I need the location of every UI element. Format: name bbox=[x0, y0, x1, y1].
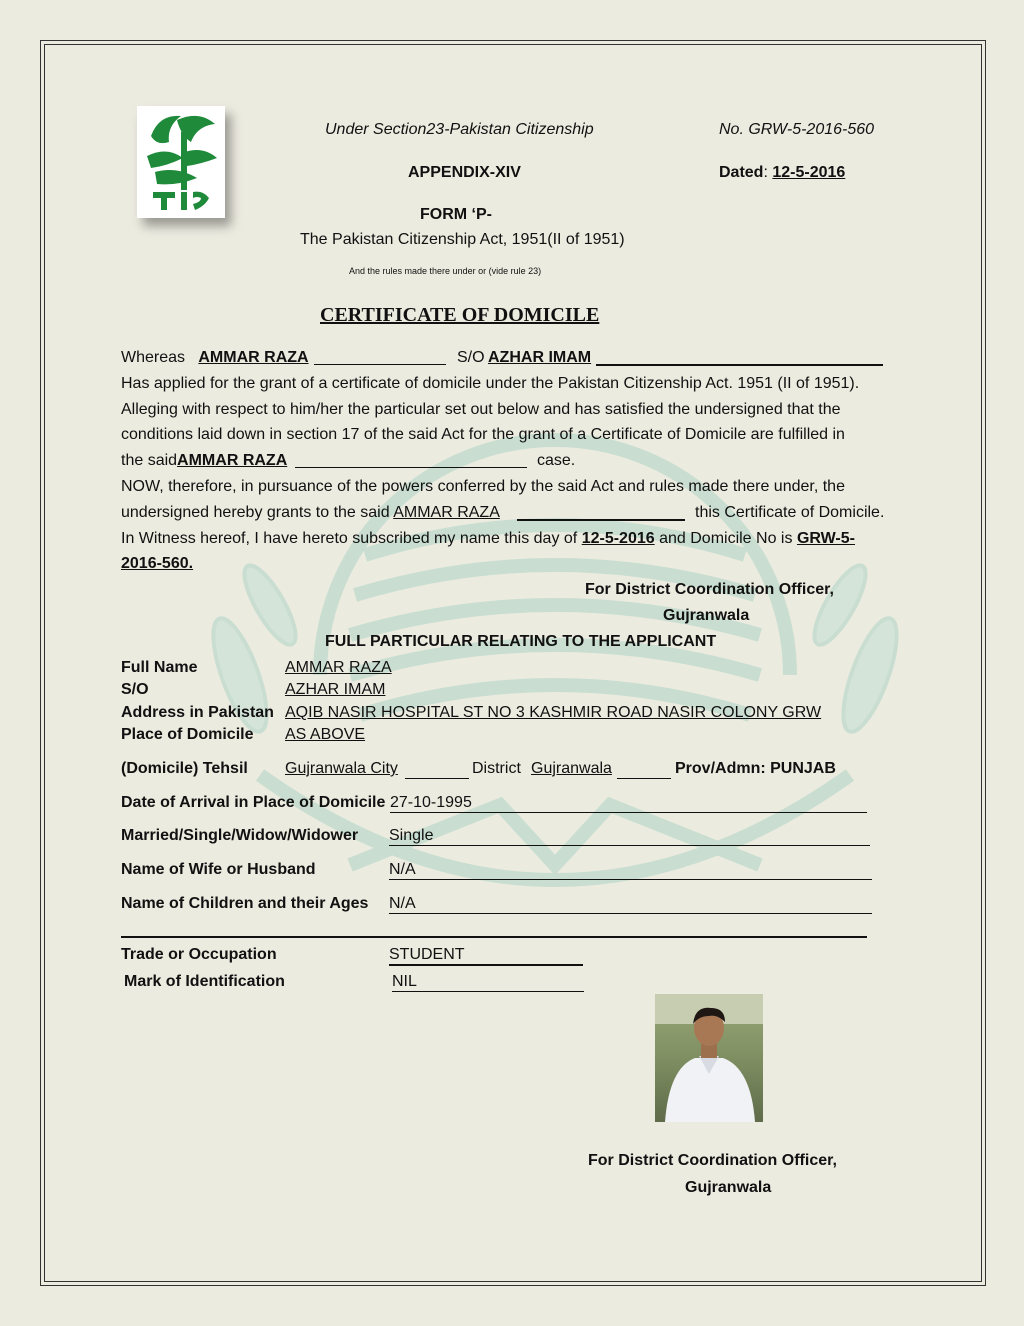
blank-line bbox=[389, 879, 872, 880]
tehsil-value: Gujranwala City bbox=[285, 760, 398, 777]
district-label: District bbox=[472, 760, 521, 777]
blank-line bbox=[389, 913, 872, 914]
blank-line bbox=[314, 364, 446, 365]
witness-text: In Witness hereof, I have hereto subscribed my name this day of bbox=[121, 529, 578, 547]
applicant-photo bbox=[655, 994, 763, 1122]
full-name-value: AMMAR RAZA bbox=[285, 659, 392, 676]
married-label: Married/Single/Widow/Widower bbox=[121, 827, 359, 844]
body-line-6: NOW, therefore, in pursuance of the powers conferred by the said Act and rules made there under, the bbox=[121, 477, 845, 495]
province-label: Prov/Admn: PUNJAB bbox=[675, 760, 836, 777]
case-word: case. bbox=[537, 452, 576, 470]
the-said: the said bbox=[121, 452, 178, 470]
body-line-2: Has applied for the grant of a certificate of domicile under the Pakistan Citizenship Act. 1951 (II of 1951). bbox=[121, 374, 860, 392]
act-reference: The Pakistan Citizenship Act, 1951(II of 1951) bbox=[300, 231, 625, 248]
address-value: AQIB NASIR HOSPITAL ST NO 3 KASHMIR ROAD NASIR COLONY GRW bbox=[285, 704, 822, 721]
body-line-4: conditions laid down in section 17 of the said Act for the grant of a Certificate of Domicile are fulfilled in bbox=[121, 426, 845, 444]
rules-note: And the rules made there under or (vide rule 23) bbox=[349, 266, 542, 276]
form-label: FORM ‘P- bbox=[420, 206, 492, 223]
certificate-title: CERTIFICATE OF DOMICILE bbox=[320, 304, 600, 326]
applicant-name: AMMAR RAZA bbox=[393, 503, 500, 521]
whereas-word: Whereas bbox=[121, 349, 186, 366]
domicile-number: GRW-5- bbox=[796, 529, 855, 547]
mark-label: Mark of Identification bbox=[124, 973, 285, 990]
arrival-value: 27-10-1995 bbox=[390, 794, 472, 811]
blank-line bbox=[389, 845, 870, 846]
certificate-number: No. GRW-5-2016-560 bbox=[719, 121, 875, 138]
dated-label: Dated bbox=[719, 164, 764, 181]
body-line-1 bbox=[121, 345, 911, 371]
certificate-body bbox=[121, 345, 911, 577]
signature-1-title: For District Coordination Officer, bbox=[585, 581, 834, 598]
blank-line bbox=[517, 519, 685, 521]
grants-text: undersigned hereby grants to the said bbox=[121, 503, 390, 521]
tehsil-label: (Domicile) Tehsil bbox=[121, 760, 248, 777]
place-value: AS ABOVE bbox=[285, 726, 366, 743]
signature-2-title: For District Coordination Officer, bbox=[588, 1152, 837, 1169]
certificate-text: this Certificate of Domicile. bbox=[695, 503, 885, 521]
trade-value: STUDENT bbox=[389, 946, 465, 963]
body-line-5 bbox=[121, 448, 911, 474]
body-line-9: 2016-560. bbox=[121, 555, 194, 573]
mark-value: NIL bbox=[392, 973, 417, 990]
body-line-3: Alleging with respect to him/her the particular set out below and has satisfied the undersigned that the bbox=[121, 400, 841, 418]
spouse-value: N/A bbox=[389, 861, 416, 878]
children-value: N/A bbox=[389, 895, 416, 912]
domicile-no-text: and Domicile No is bbox=[659, 529, 793, 547]
father-name: AZHAR IMAM bbox=[488, 349, 592, 366]
signature-1-place: Gujranwala bbox=[663, 607, 750, 624]
blank-line bbox=[390, 812, 867, 813]
so-word: S/O bbox=[457, 349, 485, 366]
signature-2-place: Gujranwala bbox=[685, 1179, 772, 1196]
married-value: Single bbox=[389, 827, 434, 844]
blank-line bbox=[596, 364, 883, 366]
punjab-logo bbox=[137, 106, 225, 218]
blank-line bbox=[295, 467, 527, 468]
full-name-label: Full Name bbox=[121, 659, 198, 676]
dated-value: 12-5-2016 bbox=[772, 164, 846, 181]
body-line-7 bbox=[121, 500, 911, 526]
blank-line bbox=[389, 964, 583, 966]
place-label: Place of Domicile bbox=[121, 726, 254, 743]
blank-line bbox=[405, 778, 469, 779]
separator-line bbox=[121, 936, 867, 938]
witness-date: 12-5-2016 bbox=[581, 529, 655, 547]
blank-line bbox=[392, 991, 584, 992]
arrival-label: Date of Arrival in Place of Domicile bbox=[121, 794, 386, 811]
particulars-heading: FULL PARTICULAR RELATING TO THE APPLICANT bbox=[325, 633, 717, 650]
applicant-name: AMMAR RAZA bbox=[177, 452, 288, 470]
blank-line bbox=[617, 778, 671, 779]
body-line-8 bbox=[121, 526, 911, 552]
spouse-label: Name of Wife or Husband bbox=[121, 861, 316, 878]
so-label: S/O bbox=[121, 681, 149, 698]
section-reference: Under Section23-Pakistan Citizenship bbox=[325, 121, 594, 138]
children-label: Name of Children and their Ages bbox=[121, 895, 369, 912]
dated-line: Dated: 12-5-2016 bbox=[719, 164, 846, 181]
trade-label: Trade or Occupation bbox=[121, 946, 277, 963]
so-value: AZHAR IMAM bbox=[285, 681, 386, 698]
address-label: Address in Pakistan bbox=[121, 704, 274, 721]
applicant-name: AMMAR RAZA bbox=[198, 349, 309, 366]
district-value: Gujranwala bbox=[531, 760, 612, 777]
appendix-label: APPENDIX-XIV bbox=[408, 164, 521, 181]
